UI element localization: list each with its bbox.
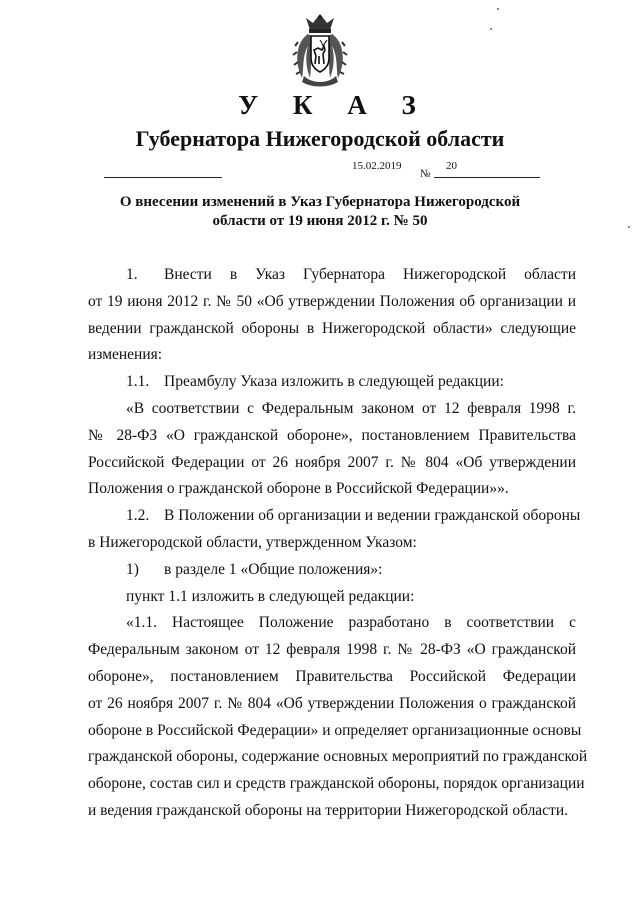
document-body (88, 262, 588, 825)
quote-line: «В соответствии с Федеральным законом от 12 февраля 1998 г. (126, 399, 576, 417)
paragraph-line: 1.1. Преамбулу Указа изложить в следующей редакции: (88, 369, 576, 396)
item-number: 1) (126, 560, 139, 578)
quote-line: № 28-ФЗ «О гражданской обороне», постановлением Правительства (88, 426, 576, 444)
subject-line: области от 19 июня 2012 г. № 50 (212, 213, 428, 229)
document-date: 15.02.2019 (352, 160, 402, 172)
paragraph-line: в Нижегородской области, утвержденном Указом: (88, 533, 417, 551)
quote-line: от 26 ноября 2007 г. № 804 «Об утверждении Положения о гражданской (88, 694, 576, 712)
document-subject (100, 193, 540, 231)
number-line (434, 177, 540, 178)
scan-speck (490, 28, 492, 30)
quote-line: обороне, состав сил и средств гражданской обороны, порядок организации (88, 775, 585, 793)
coat-of-arms-icon (292, 12, 348, 88)
scan-speck (497, 8, 499, 10)
paragraph-line: 1) в разделе 1 «Общие положения»: (88, 557, 576, 584)
paragraph-line: ведении гражданской обороны в Нижегородской области» следующие (88, 319, 576, 337)
quote-line: обороне», постановлением Правительства Российской Федерации (88, 667, 576, 685)
paragraph-line: изменения: (88, 346, 163, 364)
scan-speck (628, 226, 630, 228)
item-number: «1.1. (126, 614, 157, 632)
quote-line: Российской Федерации от 26 ноября 2007 г. № 804 «Об утверждении (88, 453, 576, 471)
document-number: 20 (446, 160, 457, 172)
quote-line: и ведения гражданской обороны на территории Нижегородской области. (88, 801, 569, 819)
item-number: 1.1. (126, 373, 150, 391)
quote-line: Федеральным законом от 12 февраля 1998 г. № 28-ФЗ «О гражданской (88, 641, 576, 659)
subject-line: О внесении изменений в Указ Губернатора Нижегородской (119, 194, 521, 210)
quote-line: гражданской обороны, содержание основных мероприятий по гражданской (88, 748, 588, 766)
quote-line: обороне в Российской Федерации» и определяет организационные основы (88, 721, 582, 739)
document-title: У К А З (238, 90, 430, 120)
issuer-title: Губернатора Нижегородской области (135, 126, 505, 151)
paragraph-line: 1.2. В Положении об организации и ведении гражданской обороны (88, 503, 576, 530)
item-number: 1.2. (126, 507, 150, 525)
number-sign: № (420, 168, 431, 180)
item-number: 1. (126, 266, 138, 283)
paragraph-line: 1. Внести в Указ Губернатора Нижегородской области (88, 262, 576, 289)
quote-line: Положения о гражданской обороне в Российской Федерации»». (88, 480, 509, 498)
paragraph-line: от 19 июня 2012 г. № 50 «Об утверждении Положения об организации и (88, 292, 576, 310)
quote-line: «1.1. Настоящее Положение разработано в соответствии с (88, 610, 576, 637)
paragraph-line: пункт 1.1 изложить в следующей редакции: (126, 587, 415, 605)
date-line-left (104, 177, 222, 178)
